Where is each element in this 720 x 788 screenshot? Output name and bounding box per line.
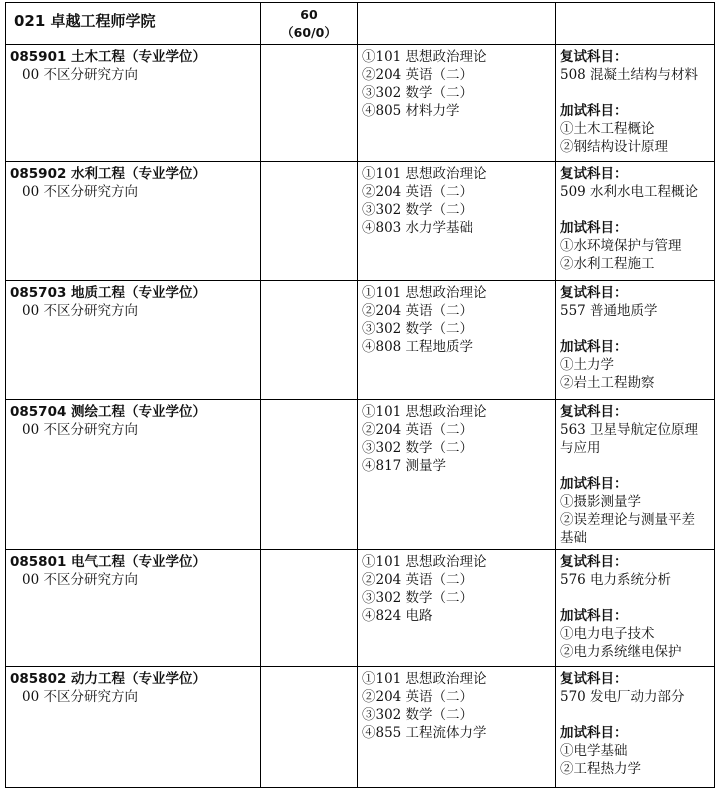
major-title: 085902 水利工程（专业学位） bbox=[10, 166, 207, 182]
admissions-table bbox=[5, 2, 715, 788]
extra-subject: ①水环境保护与管理 bbox=[560, 238, 682, 254]
major-row bbox=[6, 400, 715, 550]
retest-cell bbox=[556, 550, 715, 667]
extra-subject: ②误差理论与测量平差 bbox=[560, 512, 695, 528]
retest-label: 复试科目： bbox=[560, 49, 628, 65]
research-direction: 00 不区分研究方向 bbox=[22, 572, 138, 588]
quota-cell bbox=[261, 667, 358, 788]
exam-subject: ②204 英语（二） bbox=[362, 67, 474, 83]
exam-subject: ①101 思想政治理论 bbox=[362, 671, 487, 687]
exam-subjects-cell bbox=[358, 281, 556, 400]
quota-cell bbox=[261, 281, 358, 400]
major-title: 085704 测绘工程（专业学位） bbox=[10, 404, 207, 420]
major-row bbox=[6, 281, 715, 400]
exam-subject: ④803 水力学基础 bbox=[362, 220, 474, 236]
retest-subject: 570 发电厂动力部分 bbox=[560, 689, 685, 705]
exam-subjects-cell bbox=[358, 162, 556, 281]
extra-label: 加试科目： bbox=[560, 476, 628, 492]
quota-cell bbox=[261, 162, 358, 281]
major-cell bbox=[6, 162, 261, 281]
exam-subject: ④855 工程流体力学 bbox=[362, 725, 487, 741]
major-cell bbox=[6, 667, 261, 788]
spacer bbox=[560, 320, 710, 338]
retest-label: 复试科目： bbox=[560, 671, 628, 687]
exam-subject: ①101 思想政治理论 bbox=[362, 166, 487, 182]
retest-label: 复试科目： bbox=[560, 404, 628, 420]
extra-subject: ①土木工程概论 bbox=[560, 121, 655, 137]
major-cell bbox=[6, 550, 261, 667]
spacer bbox=[560, 457, 710, 475]
exam-subject: ③302 数学（二） bbox=[362, 707, 474, 723]
empty-cell bbox=[358, 3, 556, 45]
extra-subject: ①电学基础 bbox=[560, 743, 628, 759]
college-quota: 60 （60/0） bbox=[261, 3, 358, 45]
exam-subject: ③302 数学（二） bbox=[362, 202, 474, 218]
extra-label: 加试科目： bbox=[560, 103, 628, 119]
retest-cell bbox=[556, 162, 715, 281]
major-row bbox=[6, 162, 715, 281]
retest-label: 复试科目： bbox=[560, 554, 628, 570]
retest-label: 复试科目： bbox=[560, 285, 628, 301]
retest-cell bbox=[556, 667, 715, 788]
extra-label: 加试科目： bbox=[560, 725, 628, 741]
spacer bbox=[560, 84, 710, 102]
college-header-row bbox=[6, 3, 715, 45]
quota-cell bbox=[261, 45, 358, 162]
extra-subject: ①土力学 bbox=[560, 357, 614, 373]
retest-label: 复试科目： bbox=[560, 166, 628, 182]
exam-subject: ②204 英语（二） bbox=[362, 572, 474, 588]
exam-subject: ②204 英语（二） bbox=[362, 422, 474, 438]
exam-subject: ③302 数学（二） bbox=[362, 85, 474, 101]
spacer bbox=[560, 201, 710, 219]
extra-subject: ①摄影测量学 bbox=[560, 494, 641, 510]
extra-label: 加试科目： bbox=[560, 220, 628, 236]
exam-subjects-cell bbox=[358, 400, 556, 550]
exam-subject: ②204 英语（二） bbox=[362, 303, 474, 319]
retest-cell bbox=[556, 400, 715, 550]
major-cell bbox=[6, 281, 261, 400]
exam-subject: ①101 思想政治理论 bbox=[362, 404, 487, 420]
exam-subject: ①101 思想政治理论 bbox=[362, 554, 487, 570]
retest-subject: 508 混凝土结构与材料 bbox=[560, 67, 699, 83]
retest-cell bbox=[556, 281, 715, 400]
research-direction: 00 不区分研究方向 bbox=[22, 303, 138, 319]
research-direction: 00 不区分研究方向 bbox=[22, 689, 138, 705]
quota-cell bbox=[261, 400, 358, 550]
major-row bbox=[6, 45, 715, 162]
research-direction: 00 不区分研究方向 bbox=[22, 67, 138, 83]
exam-subject: ③302 数学（二） bbox=[362, 321, 474, 337]
exam-subject: ③302 数学（二） bbox=[362, 590, 474, 606]
extra-subject: 基础 bbox=[560, 530, 587, 546]
exam-subject: ③302 数学（二） bbox=[362, 440, 474, 456]
retest-subject: 576 电力系统分析 bbox=[560, 572, 672, 588]
retest-subject: 557 普通地质学 bbox=[560, 303, 658, 319]
spacer bbox=[560, 706, 710, 724]
quota-cell bbox=[261, 550, 358, 667]
extra-subject: ①电力电子技术 bbox=[560, 626, 655, 642]
exam-subject: ①101 思想政治理论 bbox=[362, 49, 487, 65]
exam-subject: ④808 工程地质学 bbox=[362, 339, 474, 355]
major-title: 085901 土木工程（专业学位） bbox=[10, 49, 207, 65]
extra-label: 加试科目： bbox=[560, 608, 628, 624]
major-title: 085801 电气工程（专业学位） bbox=[10, 554, 207, 570]
extra-subject: ②水利工程施工 bbox=[560, 256, 655, 272]
major-title: 085802 动力工程（专业学位） bbox=[10, 671, 207, 687]
exam-subject: ④817 测量学 bbox=[362, 458, 447, 474]
major-row bbox=[6, 667, 715, 788]
retest-cell bbox=[556, 45, 715, 162]
retest-subject: 509 水利水电工程概论 bbox=[560, 184, 699, 200]
research-direction: 00 不区分研究方向 bbox=[22, 184, 138, 200]
major-cell bbox=[6, 400, 261, 550]
major-cell bbox=[6, 45, 261, 162]
exam-subject: ②204 英语（二） bbox=[362, 689, 474, 705]
extra-label: 加试科目： bbox=[560, 339, 628, 355]
empty-cell bbox=[556, 3, 715, 45]
retest-subject: 563 卫星导航定位原理 bbox=[560, 422, 699, 438]
exam-subjects-cell bbox=[358, 45, 556, 162]
retest-subject: 与应用 bbox=[560, 440, 601, 456]
spacer bbox=[560, 589, 710, 607]
college-name: 021 卓越工程师学院 bbox=[6, 3, 261, 45]
exam-subjects-cell bbox=[358, 550, 556, 667]
extra-subject: ②岩土工程勘察 bbox=[560, 375, 655, 391]
major-title: 085703 地质工程（专业学位） bbox=[10, 285, 207, 301]
exam-subjects-cell bbox=[358, 667, 556, 788]
exam-subject: ④824 电路 bbox=[362, 608, 433, 624]
extra-subject: ②工程热力学 bbox=[560, 761, 641, 777]
research-direction: 00 不区分研究方向 bbox=[22, 422, 138, 438]
extra-subject: ②钢结构设计原理 bbox=[560, 139, 668, 155]
exam-subject: ②204 英语（二） bbox=[362, 184, 474, 200]
exam-subject: ①101 思想政治理论 bbox=[362, 285, 487, 301]
major-row bbox=[6, 550, 715, 667]
extra-subject: ②电力系统继电保护 bbox=[560, 644, 682, 660]
exam-subject: ④805 材料力学 bbox=[362, 103, 460, 119]
